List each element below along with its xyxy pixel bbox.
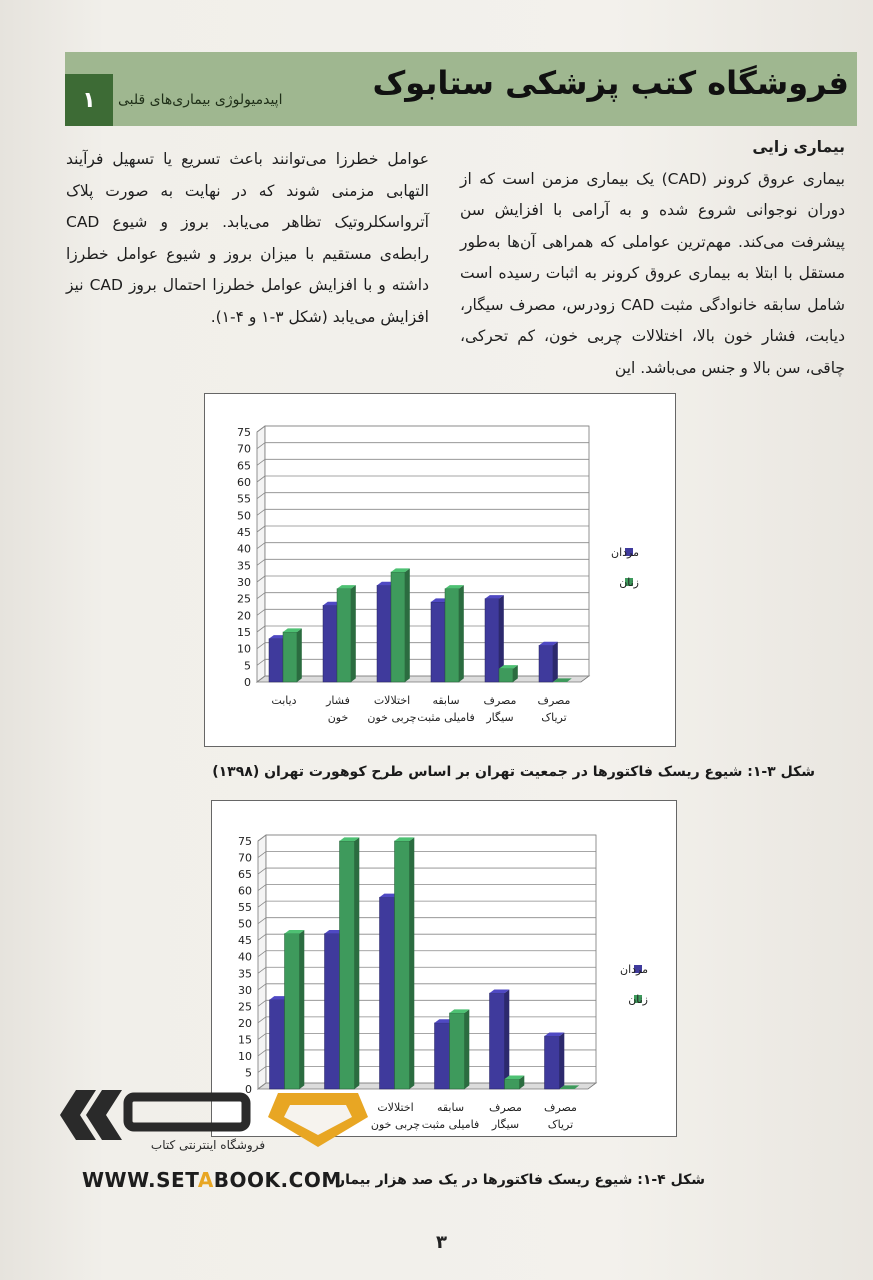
x-category-label: خون (327, 711, 349, 724)
x-category-label: مصرف (489, 1101, 522, 1114)
bar-men (269, 639, 283, 682)
y-tick-label: 70 (237, 442, 251, 456)
url-accent: A (197, 1168, 214, 1192)
bar-side (553, 642, 558, 682)
x-category-label: مصرف (544, 1101, 577, 1114)
y-tick-label: 45 (237, 526, 251, 539)
x-category-label: اختلالات (373, 694, 411, 707)
bar-side (405, 568, 410, 682)
y-tick-label: 0 (244, 676, 251, 689)
bar-women (337, 589, 351, 682)
right-column-text (460, 132, 845, 384)
x-category-label: تریاک (547, 1118, 574, 1131)
bar-side (465, 1009, 470, 1089)
figure-1-chart (204, 393, 676, 747)
x-category-label: سیگار (491, 1118, 520, 1131)
y-tick-label: 10 (237, 642, 251, 656)
x-category-label: سابقه (432, 694, 460, 707)
y-tick-label: 70 (238, 851, 252, 865)
bar-side (300, 930, 305, 1089)
bar-side (410, 837, 415, 1089)
bar-side (560, 1032, 565, 1089)
figure-1-caption: شکل ۳-۱: شیوع ریسک فاکتورها در جمعیت تهران بر اساس طرح کوهورت تهران (۱۳۹۸) (212, 764, 815, 780)
bar-women (505, 1079, 520, 1089)
x-category-label: سیگار (486, 711, 514, 724)
logo-tagline: فروشگاه اینترنتی کتاب (150, 1138, 266, 1152)
legend-label: مردان (620, 963, 648, 976)
y-tick-label: 45 (238, 934, 252, 948)
y-tick-label: 20 (238, 1016, 252, 1030)
y-tick-label: 5 (244, 659, 251, 673)
url-part: WWW.SET (82, 1168, 198, 1192)
bar-side (459, 585, 464, 682)
y-tick-label: 60 (238, 884, 252, 898)
y-tick-label: 20 (237, 609, 251, 623)
bar-side (505, 990, 510, 1089)
y-tick-label: 10 (238, 1049, 252, 1063)
section-heading: بیماری زایی (752, 138, 845, 156)
setabook-logo (58, 1075, 378, 1155)
bar-women (283, 632, 297, 682)
y-tick-label: 40 (238, 950, 252, 964)
right-column-paragraph: بیماری عروق کرونر (CAD) یک بیماری مزمن است که از دوران نوجوانی شروع شده و به آرامی با افزایش سن پیشرفت می‌کند. مهم‌ترین عواملی که همراهی آن‌ها به‌طور مستقل با ابتلا به بیماری عروق کرونر به اثبات رسیده است شامل سابقه خانوادگی مثبت CAD زودرس، مصرف سیگار، دیابت، فشار خون بالا، اختلالات چربی خون، کم تحرکی، چاقی، سن بالا و جنس می‌باشد. این (460, 169, 846, 377)
bar-side (355, 837, 360, 1089)
watermark-url (82, 1168, 342, 1192)
y-tick-label: 30 (238, 983, 252, 997)
bar-men (539, 645, 553, 682)
store-title: فروشگاه کتب پزشکی ستابوک (372, 64, 849, 102)
x-category-label: دیابت (271, 694, 297, 707)
bar-men (325, 934, 340, 1089)
x-category-label: فامیلی مثبت (421, 1118, 480, 1131)
bar-women (391, 572, 405, 682)
y-tick-label: 50 (238, 917, 252, 931)
bar-side (297, 628, 302, 682)
left-column-text (66, 144, 429, 333)
legend-label: زنان (619, 576, 639, 589)
bar-men (490, 993, 505, 1089)
bar-men (377, 585, 391, 682)
chapter-number-box (65, 74, 113, 126)
bar-women (499, 669, 513, 682)
left-column-paragraph: عوامل خطرزا می‌توانند باعث تسریع یا تسهیل فرآیند التهابی مزمنی شوند که در نهایت به صورت پلاک آترواسکلروتیک تظاهر می‌یابد. بروز و شیوع CAD رابطه‌ی مستقیم با میزان بروز و شیوع عوامل خطرزا داشته و با افزایش عوامل خطرزا احتمال بروز CAD نیز افزایش می‌یابد (شکل ۳-۱ و ۴-۱). (66, 150, 429, 326)
y-tick-label: 65 (238, 868, 252, 882)
y-tick-label: 0 (245, 1083, 252, 1096)
legend-label: مردان (611, 546, 639, 559)
x-category-label: تریاک (541, 711, 567, 724)
bar-women (450, 1013, 465, 1089)
y-tick-label: 55 (237, 492, 251, 506)
y-tick-label: 50 (237, 509, 251, 523)
chart-back-wall (265, 426, 589, 676)
x-category-label: فشار (326, 694, 350, 707)
y-tick-label: 25 (238, 1000, 252, 1014)
bar-men (435, 1023, 450, 1089)
x-category-label: چربی خون (367, 711, 417, 724)
running-title: اپیدمیولوژی بیماری‌های قلبی (118, 92, 283, 108)
bar-women (340, 841, 355, 1089)
y-tick-label: 40 (237, 542, 251, 556)
x-category-label: فامیلی مثبت (417, 711, 475, 724)
y-tick-label: 35 (238, 967, 252, 981)
y-tick-label: 75 (237, 426, 251, 439)
x-category-label: اختلالات (377, 1101, 414, 1114)
legend-label: زنان (628, 993, 648, 1006)
y-tick-label: 65 (237, 459, 251, 473)
bar-women (445, 589, 459, 682)
url-part: BOOK.COM (213, 1168, 342, 1192)
figure-2-caption: شکل ۴-۱: شیوع ریسک فاکتورها در یک صد هزار بیمار (337, 1172, 705, 1188)
chart-1-svg (205, 394, 675, 746)
bar-women (285, 934, 300, 1089)
y-tick-label: 60 (237, 476, 251, 489)
x-category-label: مصرف (537, 694, 571, 707)
x-category-label: سابقه (436, 1101, 465, 1114)
y-tick-label: 15 (237, 626, 251, 639)
y-tick-label: 15 (238, 1033, 252, 1047)
chapter-number: ۱ (82, 87, 96, 113)
bar-men (485, 599, 499, 682)
y-tick-label: 30 (237, 576, 251, 589)
bar-men (431, 602, 445, 682)
y-tick-label: 55 (238, 901, 252, 915)
y-tick-label: 5 (245, 1066, 252, 1080)
bar-men (380, 897, 395, 1089)
y-tick-label: 35 (237, 559, 251, 573)
y-tick-label: 75 (238, 835, 252, 848)
y-tick-label: 25 (237, 592, 251, 606)
page-number: ۳ (436, 1232, 447, 1253)
x-category-label: چربی خون (370, 1118, 421, 1131)
bar-women (395, 841, 410, 1089)
bar-side (351, 585, 356, 682)
bar-men (545, 1036, 560, 1089)
bar-men (323, 605, 337, 682)
x-category-label: مصرف (483, 694, 517, 707)
